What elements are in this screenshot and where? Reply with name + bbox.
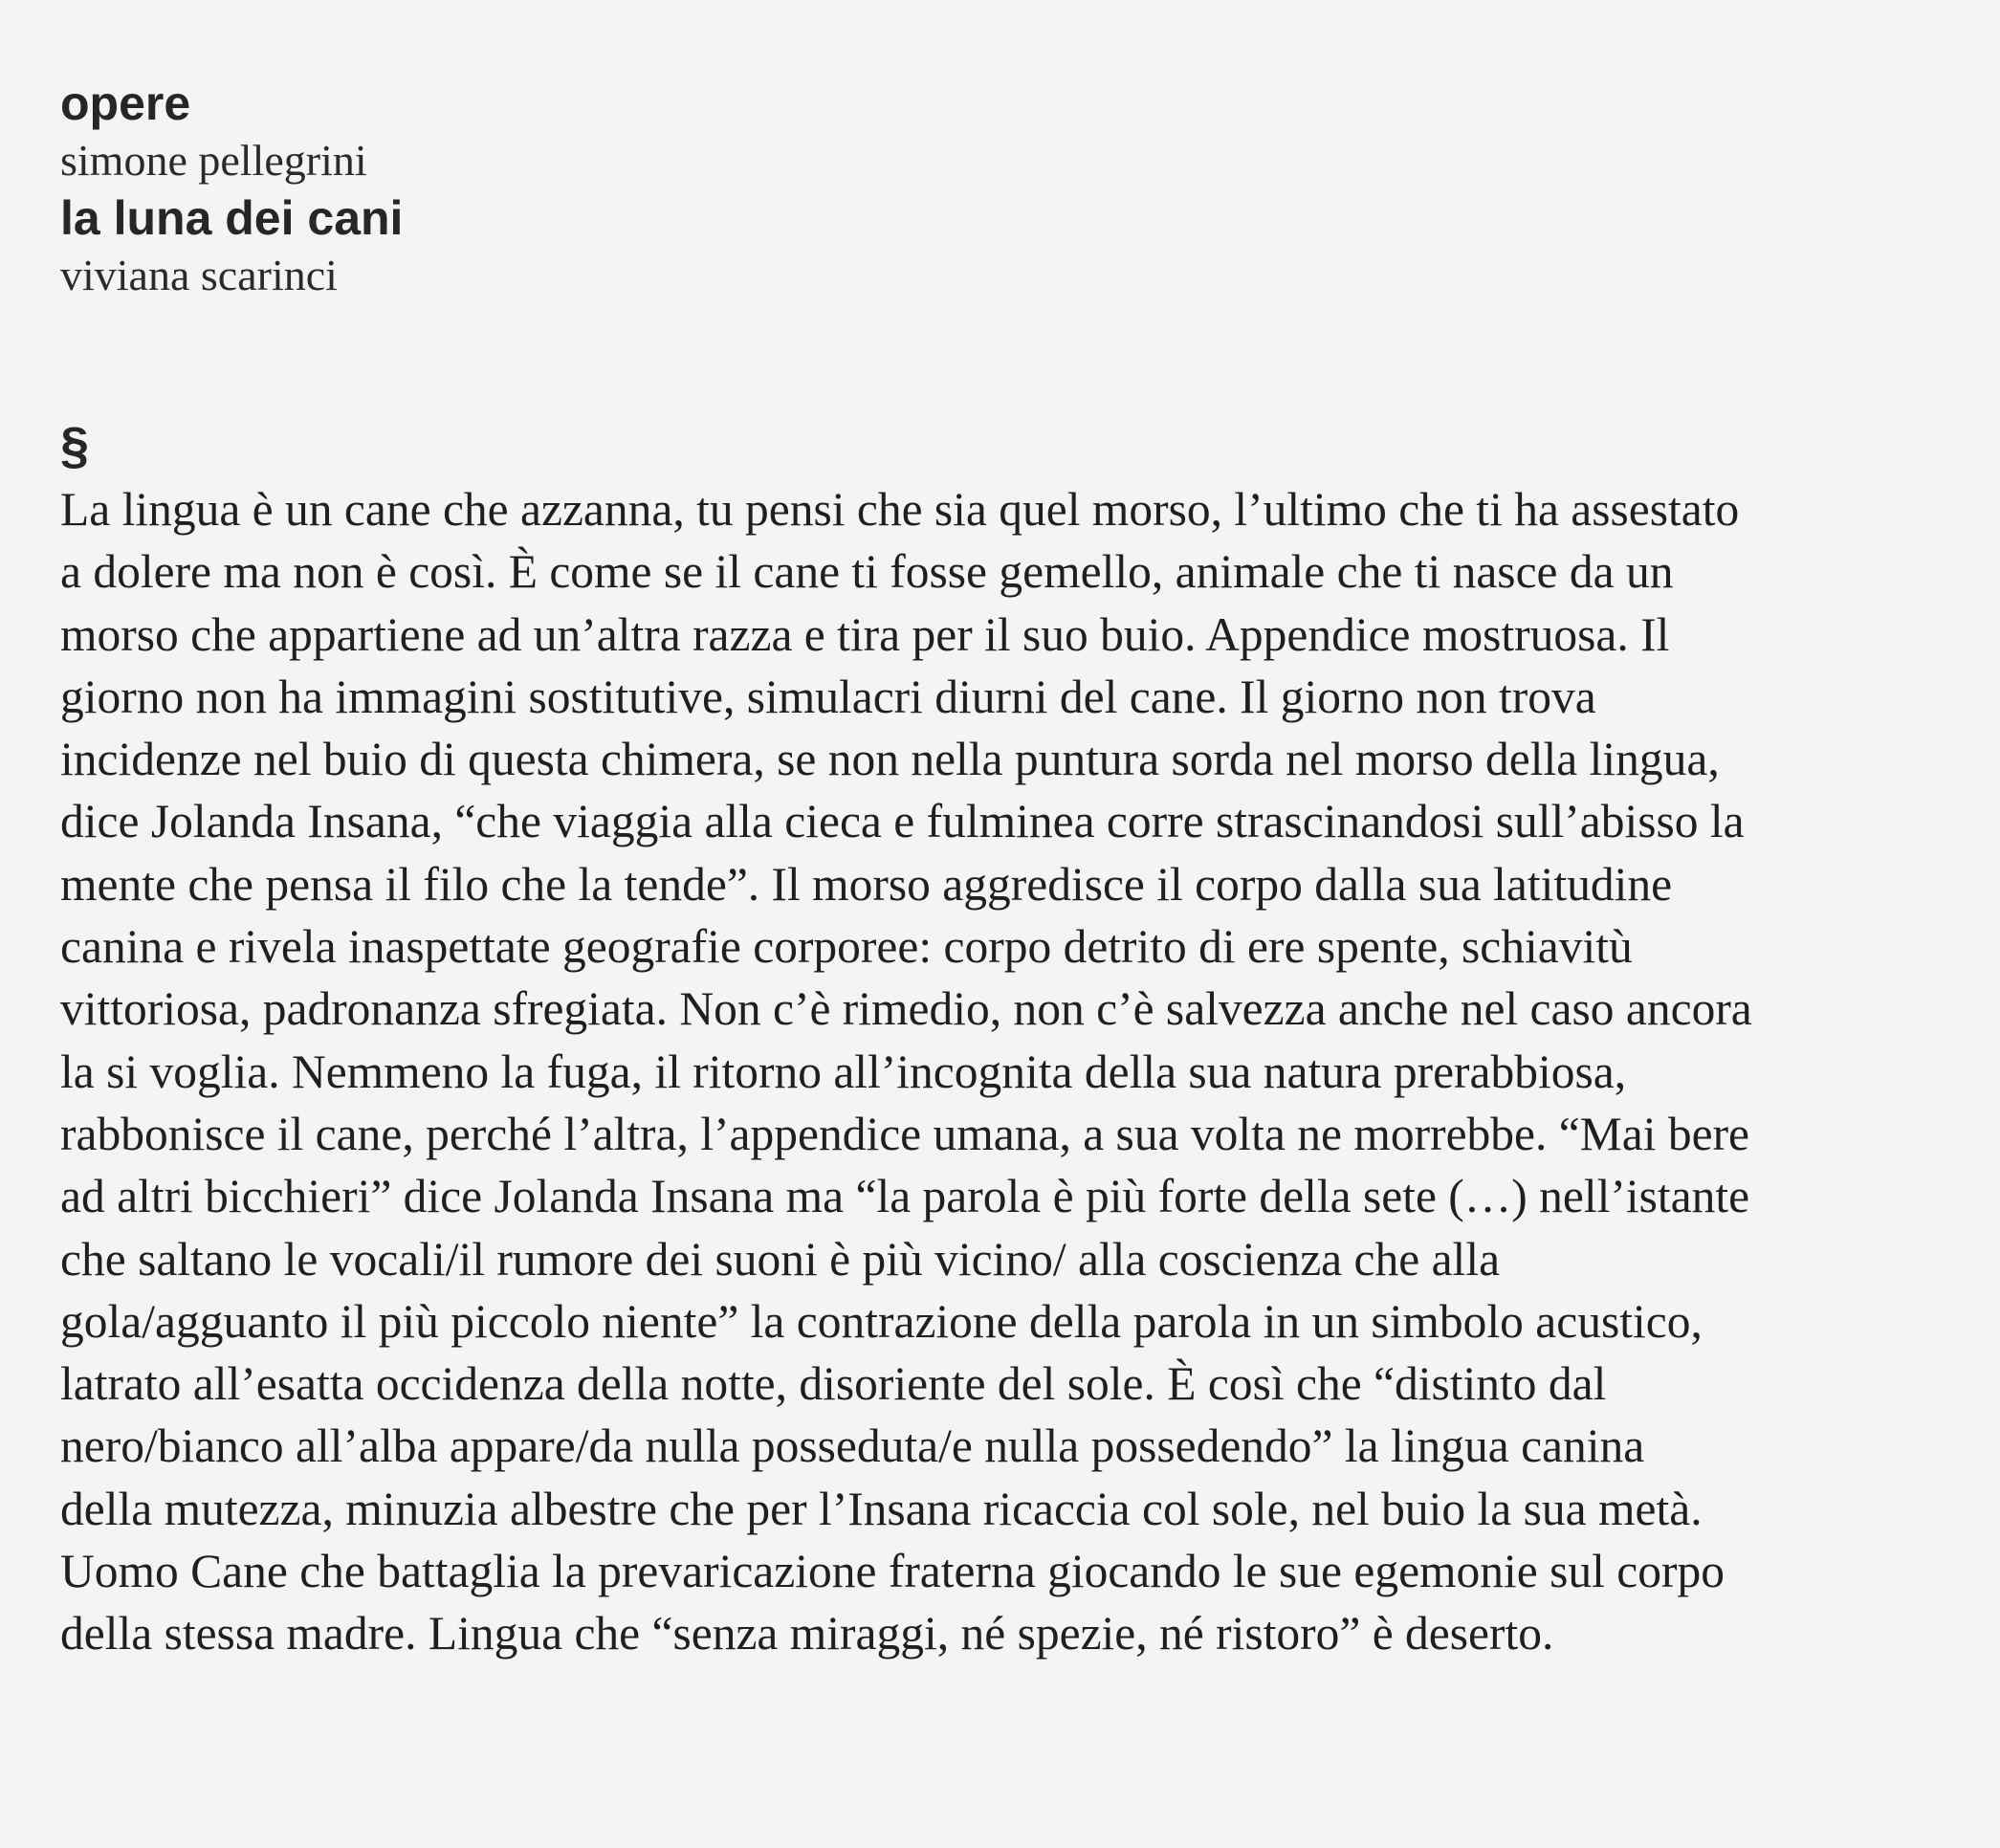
work-title: la luna dei cani — [60, 191, 404, 245]
body-line: ad altri bicchieri” dice Jolanda Insana ma “la parola è più forte della sete (…) nell’istante — [60, 1170, 1750, 1223]
artist-name: simone pellegrini — [60, 136, 367, 185]
body-line: a dolere ma non è così. È come se il cane ti fosse gemello, animale che ti nasce da un — [60, 545, 1674, 599]
document-page — [60, 75, 1964, 1665]
body-line: dice Jolanda Insana, “che viaggia alla cieca e fulminea corre strascinandosi sull’abisso la — [60, 795, 1745, 848]
body-line: canina e rivela inaspettate geografie corporee: corpo detrito di ere spente, schiavitù — [60, 920, 1633, 974]
body-line: mente che pensa il filo che la tende”. Il morso aggredisce il corpo dalla sua latitudine — [60, 857, 1673, 911]
body-line: morso che appartiene ad un’altra razza e tira per il suo buio. Appendice mostruosa. Il — [60, 607, 1670, 661]
body-line: rabbonisce il cane, perché l’altra, l’appendice umana, a sua volta ne morrebbe. “Mai bere — [60, 1107, 1750, 1160]
body-line: latrato all’esatta occidenza della notte, disoriente del sole. È così che “distinto dal — [60, 1357, 1607, 1411]
body-line: la si voglia. Nemmeno la fuga, il ritorno all’incognita della sua natura prerabbiosa, — [60, 1045, 1627, 1098]
body-line: incidenze nel buio di questa chimera, se non nella puntura sorda nel morso della lingua, — [60, 733, 1720, 786]
body-line: vittoriosa, padronanza sfregiata. Non c’è rimedio, non c’è salvezza anche nel caso ancora — [60, 982, 1752, 1036]
body-line: della stessa madre. Lingua che “senza miraggi, né spezie, né ristoro” è deserto. — [60, 1607, 1554, 1661]
body-line: La lingua è un cane che azzanna, tu pensi che sia quel morso, l’ultimo che ti ha assestato — [60, 483, 1740, 536]
body-line: Uomo Cane che battaglia la prevaricazione fraterna giocando le sue egemonie sul corpo — [60, 1545, 1725, 1598]
body-line: nero/bianco all’alba appare/da nulla posseduta/e nulla possedendo” la lingua canina — [60, 1419, 1645, 1473]
section-heading: opere — [60, 77, 191, 130]
body-line: che saltano le vocali/il rumore dei suoni è più vicino/ alla coscienza che alla — [60, 1232, 1501, 1286]
body-line: giorno non ha immagini sostitutive, simulacri diurni del cane. Il giorno non trova — [60, 670, 1596, 723]
body-paragraph — [60, 478, 1964, 1665]
author-name: viviana scarinci — [60, 251, 338, 299]
body-line: gola/agguanto il più piccolo niente” la contrazione della parola in un simbolo acustico, — [60, 1294, 1703, 1348]
section-mark: § — [60, 417, 90, 474]
body-line: della mutezza, minuzia albestre che per l’Insana ricaccia col sole, nel buio la sua metà. — [60, 1482, 1703, 1535]
